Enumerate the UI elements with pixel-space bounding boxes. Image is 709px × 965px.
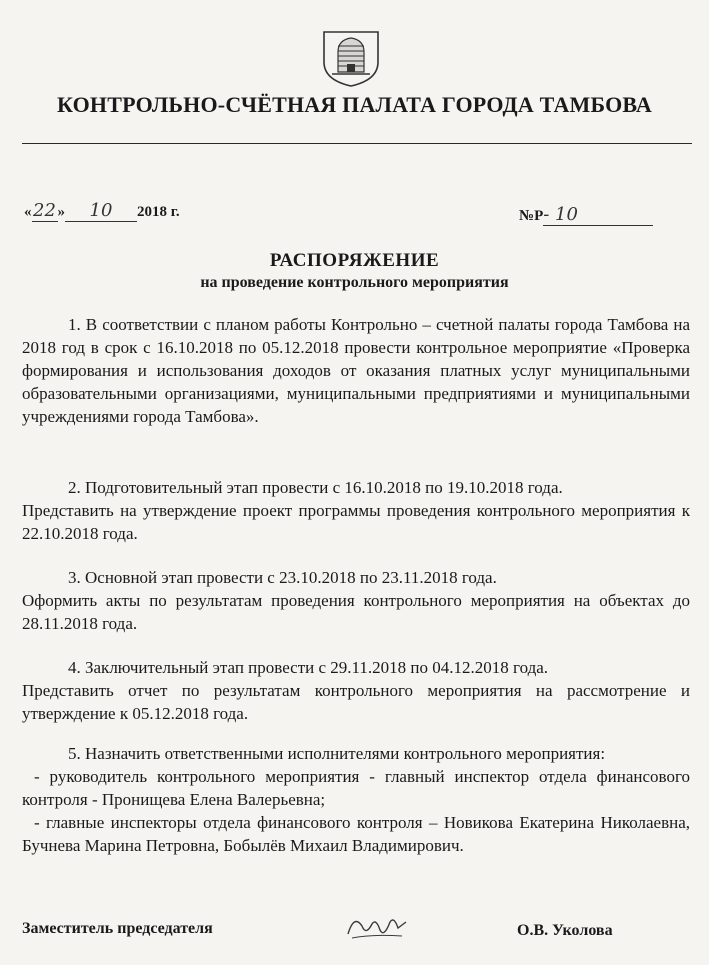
order-item-2 (22, 476, 690, 545)
date-close-quote: » (57, 204, 65, 220)
order-item-1-text: 1. В соответствии с планом работы Контрольно – счетной палаты города Тамбова на 2018 год в срок с 16.10.2018 по 05.12.2018 провести контрольное мероприятие «Проверка формирования и использования доходов от оказания платных услуг муниципальными образовательными организациями, муниципальными предприятиями и муниципальными учреждениями города Тамбова». (22, 315, 690, 426)
date-year: 2018 г. (137, 204, 180, 220)
order-item-4-text: Представить отчет по результатам контрольного мероприятия на рассмотрение и утверждение к 05.12.2018 года. (22, 681, 690, 723)
document-number (519, 204, 653, 226)
signatory-role: Заместитель председателя (22, 920, 213, 937)
date-open-quote: « (24, 204, 32, 220)
order-item-2-heading: 2. Подготовительный этап провести с 16.10.2018 по 19.10.2018 года. (68, 478, 563, 497)
handwritten-signature-icon (342, 908, 412, 948)
number-value: - 10 (543, 204, 653, 226)
document-title: РАСПОРЯЖЕНИЕ (269, 250, 440, 271)
order-item-4-heading: 4. Заключительный этап провести с 29.11.2018 по 04.12.2018 года. (68, 658, 549, 677)
date-month: 10 (65, 200, 137, 222)
city-coat-of-arms-icon (318, 28, 384, 88)
organization-title: КОНТРОЛЬНО-СЧЁТНАЯ ПАЛАТА ГОРОДА ТАМБОВА (57, 92, 652, 117)
order-item-1 (22, 313, 690, 428)
header-divider (22, 143, 692, 144)
document-subtitle: на проведение контрольного мероприятия (200, 274, 509, 291)
order-item-3-heading: 3. Основной этап провести с 23.10.2018 по 23.11.2018 года. (68, 568, 497, 587)
order-item-2-text: Представить на утверждение проект программы проведения контрольного мероприятия к 22.10.2018 года. (22, 501, 690, 543)
order-item-3 (22, 566, 690, 635)
order-item-5-inspectors: - главные инспекторы отдела финансового контроля – Новикова Екатерина Николаевна, Бучнева Марина Петровна, Бобылёв Михаил Владимирович. (22, 813, 690, 855)
order-item-5-heading: 5. Назначить ответственными исполнителями контрольного мероприятия: (68, 744, 606, 763)
order-item-3-text: Оформить акты по результатам проведения контрольного мероприятия на объектах до 28.11.2018 года. (22, 591, 690, 633)
order-item-4 (22, 656, 690, 725)
number-prefix: №Р (519, 208, 544, 224)
signatory-name: О.В. Уколова (517, 922, 613, 939)
date-day: 22 (33, 200, 56, 221)
document-date (24, 200, 180, 222)
order-item-5-lead-inspector: - руководитель контрольного мероприятия - главный инспектор отдела финансового контроля - Пронищева Елена Валерьевна; (22, 767, 690, 809)
order-item-5 (22, 742, 690, 857)
